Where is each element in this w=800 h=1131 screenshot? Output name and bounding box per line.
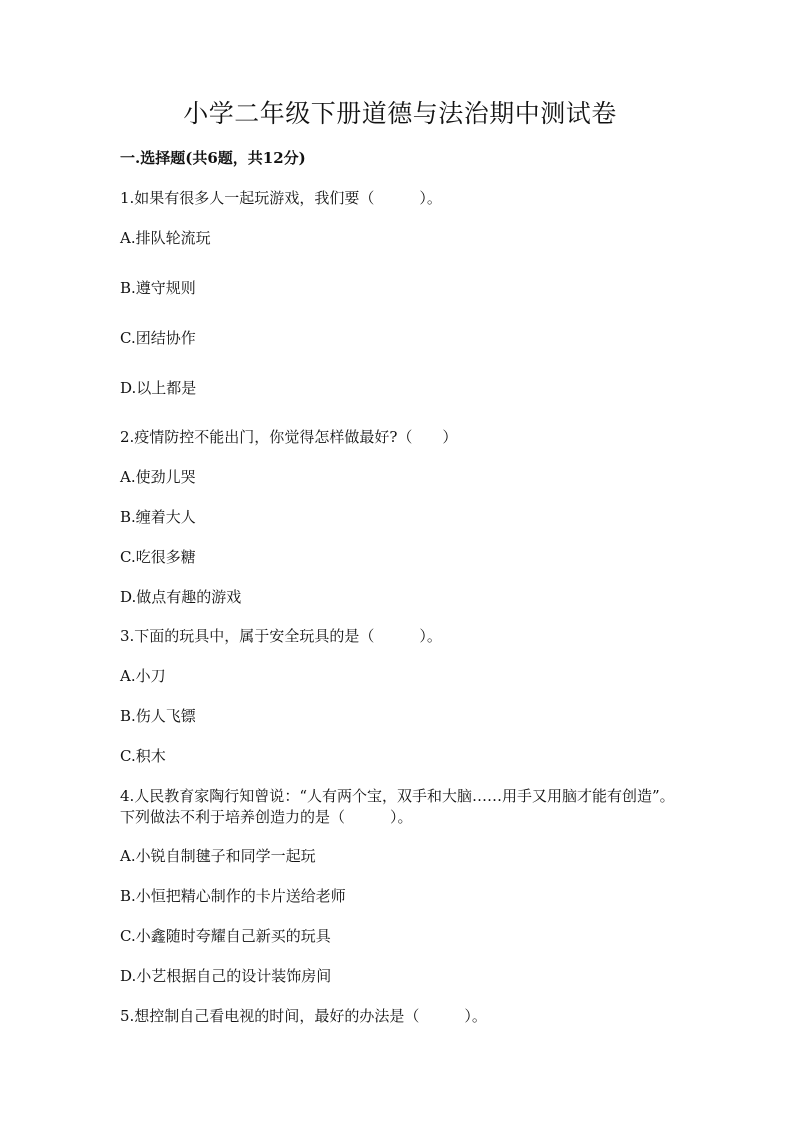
question-2-option-c: C.吃很多糖 bbox=[120, 548, 196, 566]
question-3-stem: 3.下面的玩具中，属于安全玩具的是（ ）。 bbox=[120, 627, 442, 645]
question-3-option-c: C.积木 bbox=[120, 747, 166, 765]
question-5-stem: 5.想控制自己看电视的时间，最好的办法是（ ）。 bbox=[120, 1007, 487, 1025]
question-1-option-a: A.排队轮流玩 bbox=[120, 229, 211, 247]
question-1-option-c: C.团结协作 bbox=[120, 329, 196, 347]
question-4-option-b: B.小恒把精心制作的卡片送给老师 bbox=[120, 887, 346, 905]
question-4-option-d: D.小艺根据自己的设计装饰房间 bbox=[120, 967, 332, 985]
question-4-option-a: A.小锐自制毽子和同学一起玩 bbox=[120, 847, 316, 865]
question-4-option-c: C.小鑫随时夸耀自己新买的玩具 bbox=[120, 927, 331, 945]
question-2-option-d: D.做点有趣的游戏 bbox=[120, 588, 242, 606]
question-3-option-b: B.伤人飞镖 bbox=[120, 707, 196, 725]
question-3-option-a: A.小刀 bbox=[120, 667, 166, 685]
question-1-stem: 1.如果有很多人一起玩游戏，我们要（ ）。 bbox=[120, 189, 442, 207]
question-2-stem: 2.疫情防控不能出门，你觉得怎样做最好?（ ） bbox=[120, 428, 458, 446]
question-2-option-b: B.缠着大人 bbox=[120, 508, 196, 526]
page-title: 小学二年级下册道德与法治期中测试卷 bbox=[183, 99, 617, 128]
question-1-option-b: B.遵守规则 bbox=[120, 279, 196, 297]
section-heading: 一.选择题(共6题，共12分) bbox=[120, 149, 306, 167]
question-2-option-a: A.使劲儿哭 bbox=[120, 468, 196, 486]
question-4-stem: 4.人民教育家陶行知曾说：“人有两个宝，双手和大脑……用手又用脑才能有创造”。下列做法不利于培养创造力的是（ ）。 bbox=[120, 787, 675, 826]
question-1-option-d: D.以上都是 bbox=[120, 379, 197, 397]
